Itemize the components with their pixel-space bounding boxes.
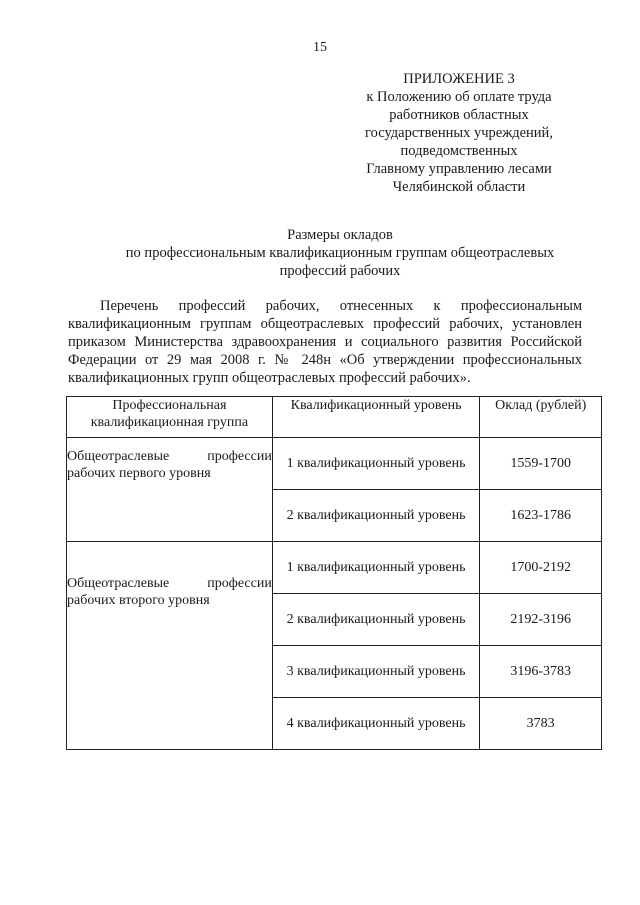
appendix-line: государственных учреждений, <box>365 125 553 141</box>
intro-paragraph <box>68 297 582 387</box>
group-name-line: Общеотраслевые профессии <box>67 576 272 591</box>
salary-cell: 1559-1700 <box>480 438 602 490</box>
salary-cell: 3783 <box>480 698 602 750</box>
header-group-line: квалификационная группа <box>90 415 249 430</box>
intro-line: Перечень профессий рабочих, отнесенных к профессиональным <box>100 298 582 314</box>
group-name-line: Общеотраслевые профессии <box>67 449 272 464</box>
intro-line: приказом Министерства здравоохранения и социального развития Российской <box>68 334 582 350</box>
title-line: по профессиональным квалификационным группам общеотраслевых <box>125 245 555 261</box>
appendix-line: подведомственных <box>400 143 518 159</box>
page-number: 15 <box>313 40 327 55</box>
appendix-line: Челябинской области <box>392 179 526 195</box>
salary-table <box>66 396 602 750</box>
group-name-line: рабочих первого уровня <box>67 466 211 481</box>
table-row <box>67 438 602 490</box>
title-line: профессий рабочих <box>279 263 401 279</box>
level-cell: 1 квалификационный уровень <box>272 542 480 594</box>
appendix-line: работников областных <box>389 107 529 123</box>
group-cell <box>67 438 273 542</box>
group-cell <box>67 542 273 750</box>
appendix-line: Главному управлению лесами <box>366 161 552 177</box>
appendix-block <box>330 70 588 196</box>
group-name-line: рабочих второго уровня <box>67 593 210 608</box>
salary-cell: 1700-2192 <box>480 542 602 594</box>
level-cell: 2 квалификационный уровень <box>272 490 480 542</box>
intro-line: квалификационных групп общеотраслевых профессий рабочих». <box>68 370 471 386</box>
appendix-line: к Положению об оплате труда <box>366 89 552 105</box>
document-title <box>60 226 620 280</box>
intro-line: Федерации от 29 мая 2008 г. № 248н «Об утверждении профессиональных <box>68 352 582 368</box>
level-cell: 1 квалификационный уровень <box>272 438 480 490</box>
salary-cell: 2192-3196 <box>480 594 602 646</box>
header-salary: Оклад (рублей) <box>480 397 602 438</box>
intro-line: квалификационным группам общеотраслевых профессий рабочих, установлен <box>68 316 582 332</box>
salary-cell: 1623-1786 <box>480 490 602 542</box>
title-line: Размеры окладов <box>287 227 393 243</box>
salary-cell: 3196-3783 <box>480 646 602 698</box>
table-header-row <box>67 397 602 438</box>
level-cell: 4 квалификационный уровень <box>272 698 480 750</box>
header-level: Квалификационный уровень <box>272 397 480 438</box>
table-row <box>67 542 602 594</box>
header-group <box>67 397 273 438</box>
level-cell: 2 квалификационный уровень <box>272 594 480 646</box>
appendix-heading: ПРИЛОЖЕНИЕ 3 <box>403 71 515 87</box>
level-cell: 3 квалификационный уровень <box>272 646 480 698</box>
header-group-line: Профессиональная <box>112 398 227 413</box>
